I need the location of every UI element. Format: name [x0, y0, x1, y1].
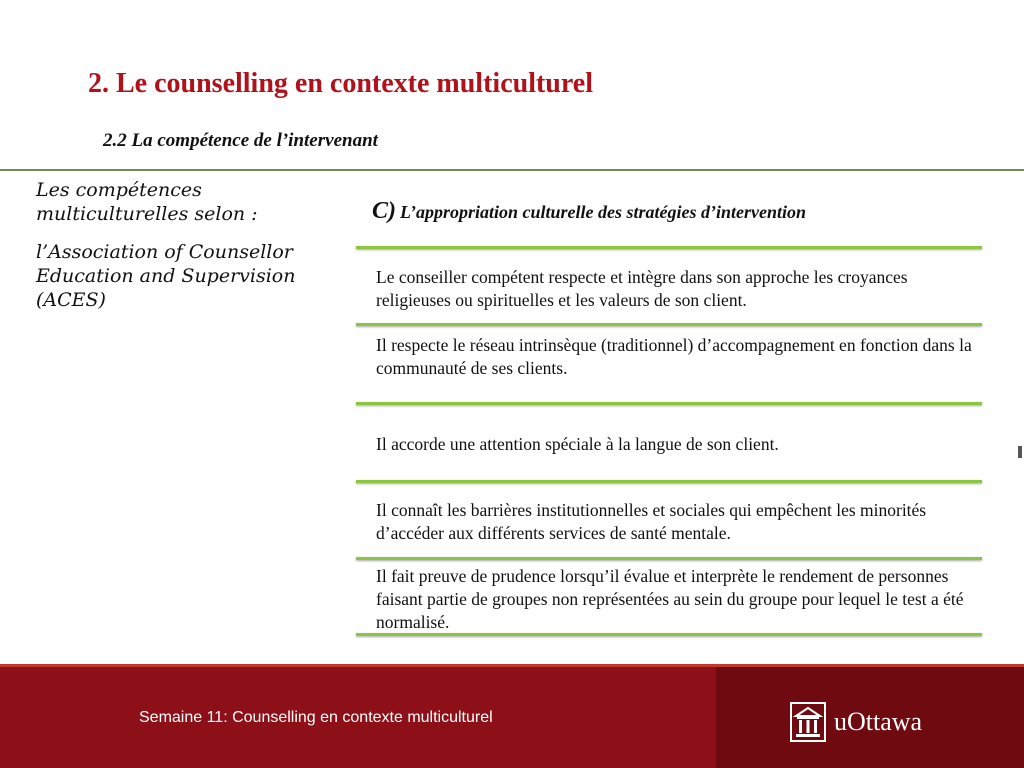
competencies-label: Les compétences multiculturelles selon : [36, 179, 258, 225]
item-divider [356, 480, 982, 483]
section-heading [372, 198, 806, 225]
left-panel [36, 178, 346, 326]
item-divider [356, 633, 982, 636]
list-item: Il respecte le réseau intrinsèque (traditionnel) d’accompagnement en fonction dans la communauté de ses clients. [376, 335, 972, 378]
header-divider [0, 169, 1024, 171]
footer-course-title: Semaine 11: Counselling en contexte multiculturel [139, 709, 493, 726]
slide-subtitle: 2.2 La compétence de l’intervenant [103, 130, 378, 151]
item-divider [356, 323, 982, 326]
footer-bar [0, 664, 1024, 768]
logo-wordmark: uOttawa [834, 707, 923, 736]
association-label: l’Association of Counsellor Education and Supervision (ACES) [36, 241, 296, 311]
item-divider [356, 557, 982, 560]
list-item: Le conseiller compétent respecte et intègre dans son approche les croyances religieuses ou spirituelles et les valeurs de son client. [376, 267, 908, 310]
list-item: Il accorde une attention spéciale à la langue de son client. [376, 434, 779, 454]
section-letter: C) [372, 198, 396, 224]
section-heading-text: L’appropriation culturelle des stratégies d’intervention [400, 202, 807, 222]
edge-mark [1018, 446, 1022, 458]
slide-title: 2. Le counselling en contexte multiculturel [88, 68, 593, 99]
item-divider [356, 402, 982, 405]
uottawa-logo [790, 702, 922, 742]
list-item: Il fait preuve de prudence lorsqu’il évalue et interprète le rendement de personnes faisant partie de groupes non représentées au sein du groupe pour lequel le test a été normalisé. [376, 566, 964, 632]
item-divider [356, 246, 982, 249]
list-item: Il connaît les barrières institutionnelles et sociales qui empêchent les minorités d’accéder aux différents services de santé mentale. [376, 500, 927, 543]
university-building-icon [790, 702, 826, 742]
